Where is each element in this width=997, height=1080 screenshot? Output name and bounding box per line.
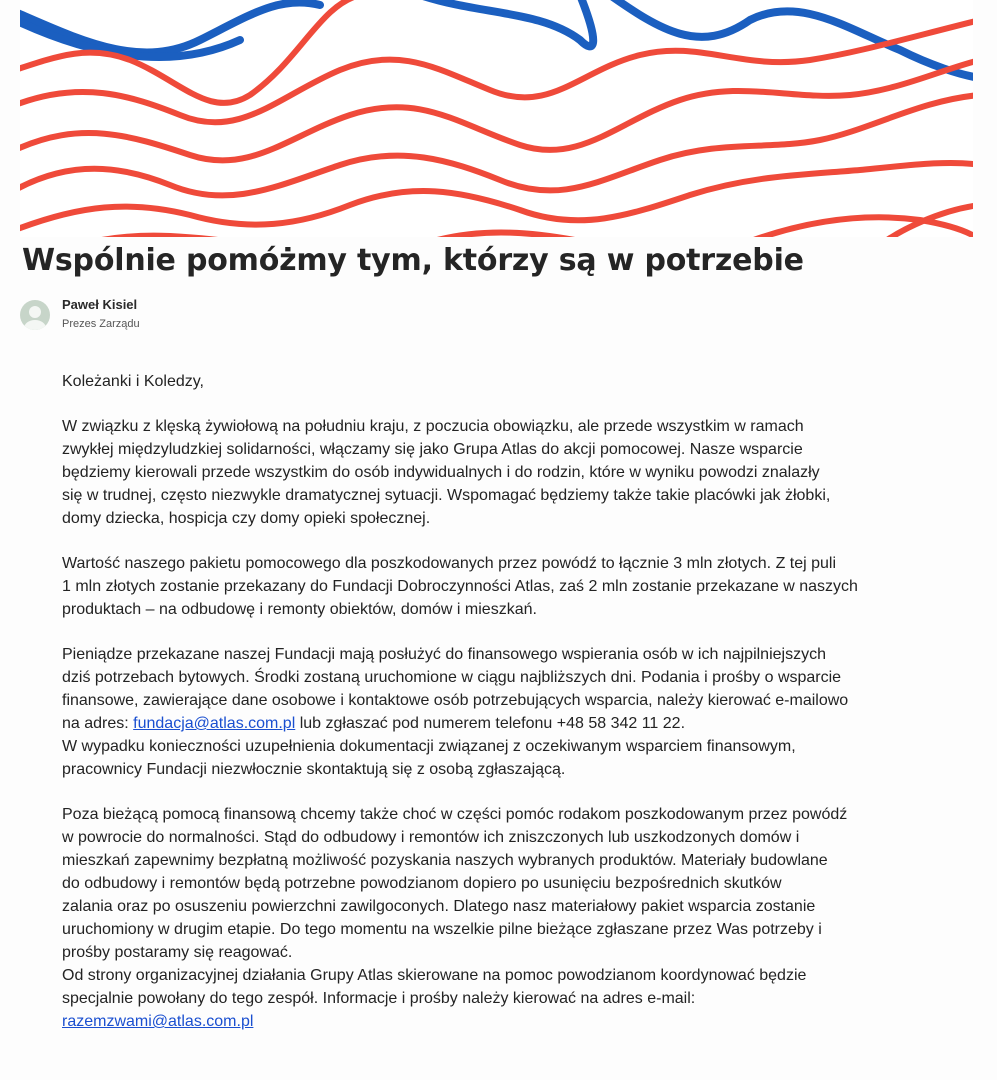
- email-line: [62, 1010, 972, 1033]
- author-name[interactable]: Paweł Kisiel: [62, 297, 138, 312]
- wave-banner: [20, 0, 973, 237]
- paragraph-line: W związku z klęską żywiołową na południu kraju, z poczucia obowiązku, ale przede wszystkim w ramach: [62, 418, 804, 435]
- paragraph-4: [62, 803, 972, 1033]
- blue-wave-1: [20, 2, 320, 52]
- red-wave-7: [420, 232, 600, 237]
- paragraph-line: będziemy kierowali przede wszystkim do osób indywidualnych i do rodzin, które w wyniku powodzi znalazły: [62, 464, 820, 481]
- paragraph-line: mieszkań zapewnimy bezpłatną możliwość pozyskania naszych wybranych produktów. Materiały budowlane: [62, 852, 828, 869]
- author-role: Prezes Zarządu: [62, 318, 140, 330]
- author-byline: [20, 297, 140, 332]
- paragraph-line: prośby postaramy się reagować.: [62, 944, 293, 961]
- paragraph-line: Pieniądze przekazane naszej Fundacji mają posłużyć do finansowego wspierania osób w ich najpilniejszych: [62, 646, 826, 663]
- fundacja-email-link[interactable]: fundacja@atlas.com.pl: [133, 715, 296, 732]
- paragraph-line: Poza bieżącą pomocą finansową chcemy także choć w części pomóc rodakom poszkodowanym przez powódź: [62, 806, 848, 823]
- paragraph-line: uruchomiony w drugim etapie. Do tego momentu na wszelkie pilne bieżące zgłaszane przez Was potrzeby i: [62, 921, 822, 938]
- paragraph-line: zalania oraz po osuszeniu powierzchni zawilgoconych. Dlatego nasz materiałowy pakiet wsparcia zostanie: [62, 898, 816, 915]
- paragraph-line: pracownicy Fundacji niezwłocznie skontaktują się z osobą zgłaszającą.: [62, 761, 566, 778]
- paragraph-line: Wartość naszego pakietu pomocowego dla poszkodowanych przez powódź to łącznie 3 mln złotych. Z tej puli: [62, 555, 837, 572]
- paragraph-line: 1 mln złotych zostanie przekazany do Fundacji Dobroczynności Atlas, zaś 2 mln zostanie przekazane w naszych: [62, 578, 858, 595]
- address-line: [62, 712, 972, 735]
- paragraph-3: [62, 643, 972, 781]
- paragraph-line: w powrocie do normalności. Stąd do odbudowy i remontów ich zniszczonych lub uszkodzonych domów i: [62, 829, 800, 846]
- greeting: Koleżanki i Koledzy,: [62, 373, 204, 390]
- letter-body: [62, 370, 972, 1055]
- paragraph-line: zwykłej międzyludzkiej solidarności, włączamy się jako Grupa Atlas do akcji pomocowej. Nasze wsparcie: [62, 441, 803, 458]
- red-wave-2: [20, 20, 973, 122]
- blue-wave-4: [610, 0, 973, 78]
- paragraph-line: W wypadku konieczności uzupełnienia dokumentacji związanej z oczekiwanym wsparciem finansowym,: [62, 738, 796, 755]
- blue-wave-3: [420, 0, 593, 46]
- paragraph-line: specjalnie powołany do tego zespół. Informacje i prośby należy kierować na adres e-mail:: [62, 990, 696, 1007]
- paragraph-line: finansowe, zawierające dane osobowe i kontaktowe osób potrzebujących wsparcia, należy kierować e-mailowo: [62, 692, 849, 709]
- paragraph-line: produktach – na odbudowę i remonty obiektów, domów i mieszkań.: [62, 601, 537, 618]
- paragraph-line: domy dziecka, hospicja czy domy opieki społecznej.: [62, 510, 431, 527]
- red-wave-8: [740, 217, 973, 237]
- paragraph-line: Od strony organizacyjnej działania Grupy Atlas skierowane na pomoc powodzianom koordynować będzie: [62, 967, 807, 984]
- address-suffix: lub zgłaszać pod numerem telefonu +48 58 342 11 22.: [295, 715, 686, 732]
- razemzwami-email-link[interactable]: razemzwami@atlas.com.pl: [62, 1013, 254, 1030]
- article-title: Wspólnie pomóżmy tym, którzy są w potrzebie: [22, 243, 804, 278]
- user-avatar-icon[interactable]: [20, 300, 50, 330]
- paragraph-line: do odbudowy i remontów będą potrzebne powodzianom dopiero po usunięciu bezpośrednich skutków: [62, 875, 782, 892]
- red-wave-6: [80, 236, 260, 237]
- paragraph-line: dziś potrzebach bytowych. Środki zostaną uruchomione w ciągu najbliższych dni. Podania i prośby o wsparcie: [62, 669, 842, 686]
- wave-pattern-graphic: [20, 0, 973, 237]
- paragraph-line: się w trudnej, często niezwykle dramatycznej sytuacji. Wspomagać będziemy także takie placówki jak żłobki,: [62, 487, 831, 504]
- address-prefix: na adres:: [62, 715, 134, 732]
- paragraph-2: [62, 552, 972, 621]
- paragraph-1: [62, 415, 972, 530]
